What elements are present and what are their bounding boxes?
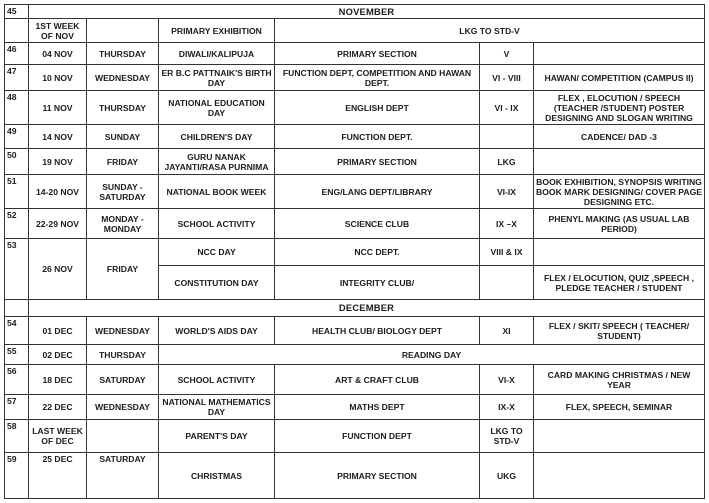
class-cell: IX-X xyxy=(480,395,534,420)
row-number: 51 xyxy=(5,175,29,209)
dept-cell: FUNCTION DEPT xyxy=(275,420,480,453)
day-cell: SATURDAY xyxy=(87,453,159,499)
table-row xyxy=(5,209,705,239)
activity-cell xyxy=(534,43,705,65)
table-row xyxy=(5,149,705,175)
activity-cell: FLEX / ELOCUTION, QUIZ ,SPEECH , PLEDGE TEACHER / STUDENT xyxy=(534,266,705,300)
class-cell: VI - VIII xyxy=(480,65,534,91)
date-cell: 1ST WEEK OF NOV xyxy=(29,19,87,43)
date-cell: 10 NOV xyxy=(29,65,87,91)
class-cell-merged: LKG TO STD-V xyxy=(275,19,705,43)
table-row xyxy=(5,239,705,266)
date-cell: 22-29 NOV xyxy=(29,209,87,239)
table-row xyxy=(5,345,705,365)
event-cell: WORLD'S AIDS DAY xyxy=(159,317,275,345)
dept-cell: PRIMARY SECTION xyxy=(275,149,480,175)
table-row xyxy=(5,317,705,345)
day-cell: SUNDAY - SATURDAY xyxy=(87,175,159,209)
row-number: 53 xyxy=(5,239,29,300)
table-row xyxy=(5,453,705,499)
class-cell: V xyxy=(480,43,534,65)
activity-cell: CARD MAKING CHRISTMAS / NEW YEAR xyxy=(534,365,705,395)
event-cell: CONSTITUTION DAY xyxy=(159,266,275,300)
date-cell: 14-20 NOV xyxy=(29,175,87,209)
class-cell xyxy=(480,266,534,300)
date-cell: 26 NOV xyxy=(29,239,87,300)
table-row xyxy=(5,365,705,395)
table-row xyxy=(5,420,705,453)
activity-cell: BOOK EXHIBITION, SYNOPSIS WRITING BOOK MARK DESIGNING/ COVER PAGE DESIGNING ETC. xyxy=(534,175,705,209)
date-cell: 19 NOV xyxy=(29,149,87,175)
activity-cell xyxy=(534,420,705,453)
table-row xyxy=(5,175,705,209)
month-header-december: DECEMBER xyxy=(29,300,705,317)
date-cell: 25 DEC xyxy=(29,453,87,499)
dept-cell: MATHS DEPT xyxy=(275,395,480,420)
event-cell: PARENT'S DAY xyxy=(159,420,275,453)
row-number xyxy=(5,300,29,317)
event-cell: PRIMARY EXHIBITION xyxy=(159,19,275,43)
dept-cell: PRIMARY SECTION xyxy=(275,453,480,499)
event-cell: GURU NANAK JAYANTI/RASA PURNIMA xyxy=(159,149,275,175)
event-cell: NATIONAL EDUCATION DAY xyxy=(159,91,275,125)
activity-cell: CADENCE/ DAD -3 xyxy=(534,125,705,149)
table-row xyxy=(5,43,705,65)
date-cell: LAST WEEK OF DEC xyxy=(29,420,87,453)
date-cell: 14 NOV xyxy=(29,125,87,149)
event-cell: NCC DAY xyxy=(159,239,275,266)
table-row xyxy=(5,395,705,420)
table-row xyxy=(5,65,705,91)
day-cell: SATURDAY xyxy=(87,365,159,395)
class-cell: UKG xyxy=(480,453,534,499)
row-number: 57 xyxy=(5,395,29,420)
row-number: 46 xyxy=(5,43,29,65)
day-cell: WEDNESDAY xyxy=(87,395,159,420)
day-cell: THURSDAY xyxy=(87,43,159,65)
table-row xyxy=(5,125,705,149)
dept-cell: FUNCTION DEPT, COMPETITION AND HAWAN DEPT. xyxy=(275,65,480,91)
month-header-november: NOVEMBER xyxy=(29,5,705,19)
class-cell: XI xyxy=(480,317,534,345)
event-cell: NATIONAL BOOK WEEK xyxy=(159,175,275,209)
class-cell: LKG TO STD-V xyxy=(480,420,534,453)
table-row xyxy=(5,91,705,125)
activity-cell: HAWAN/ COMPETITION (CAMPUS II) xyxy=(534,65,705,91)
date-cell: 18 DEC xyxy=(29,365,87,395)
day-cell: FRIDAY xyxy=(87,239,159,300)
day-cell xyxy=(87,19,159,43)
row-number: 55 xyxy=(5,345,29,365)
row-number: 54 xyxy=(5,317,29,345)
event-cell: CHILDREN'S DAY xyxy=(159,125,275,149)
activity-cell: FLEX, SPEECH, SEMINAR xyxy=(534,395,705,420)
dept-cell: ART & CRAFT CLUB xyxy=(275,365,480,395)
row-number xyxy=(5,19,29,43)
calendar-sheet xyxy=(4,4,704,500)
day-cell: SUNDAY xyxy=(87,125,159,149)
day-cell: WEDNESDAY xyxy=(87,317,159,345)
row-number: 48 xyxy=(5,91,29,125)
dept-cell: NCC DEPT. xyxy=(275,239,480,266)
day-cell: WEDNESDAY xyxy=(87,65,159,91)
row-number: 47 xyxy=(5,65,29,91)
activity-cell: FLEX , ELOCUTION / SPEECH (TEACHER /STUDENT) POSTER DESIGNING AND SLOGAN WRITING xyxy=(534,91,705,125)
date-cell: 11 NOV xyxy=(29,91,87,125)
day-cell xyxy=(87,420,159,453)
event-cell: NATIONAL MATHEMATICS DAY xyxy=(159,395,275,420)
dept-cell: PRIMARY SECTION xyxy=(275,43,480,65)
row-number: 58 xyxy=(5,420,29,453)
activity-cell xyxy=(534,453,705,499)
day-cell: MONDAY - MONDAY xyxy=(87,209,159,239)
class-cell: VIII & IX xyxy=(480,239,534,266)
day-cell: FRIDAY xyxy=(87,149,159,175)
date-cell: 22 DEC xyxy=(29,395,87,420)
event-cell: ER B.C PATTNAIK'S BIRTH DAY xyxy=(159,65,275,91)
row-number: 50 xyxy=(5,149,29,175)
dept-cell: ENGLISH DEPT xyxy=(275,91,480,125)
row-number: 45 xyxy=(5,5,29,19)
dept-cell: INTEGRITY CLUB/ xyxy=(275,266,480,300)
day-cell: THURSDAY xyxy=(87,91,159,125)
event-cell: SCHOOL ACTIVITY xyxy=(159,365,275,395)
date-cell: 02 DEC xyxy=(29,345,87,365)
activity-cell xyxy=(534,149,705,175)
reading-day-merged-cell: READING DAY xyxy=(159,345,705,365)
row-number: 56 xyxy=(5,365,29,395)
row-number: 52 xyxy=(5,209,29,239)
activity-cell xyxy=(534,239,705,266)
class-cell: VI - IX xyxy=(480,91,534,125)
event-cell: DIWALI/KALIPUJA xyxy=(159,43,275,65)
class-cell: IX –X xyxy=(480,209,534,239)
class-cell: LKG xyxy=(480,149,534,175)
date-cell: 04 NOV xyxy=(29,43,87,65)
dept-cell: SCIENCE CLUB xyxy=(275,209,480,239)
date-cell: 01 DEC xyxy=(29,317,87,345)
dept-cell: FUNCTION DEPT. xyxy=(275,125,480,149)
dept-cell: ENG/LANG DEPT/LIBRARY xyxy=(275,175,480,209)
row-number: 59 xyxy=(5,453,29,499)
event-cell: SCHOOL ACTIVITY xyxy=(159,209,275,239)
class-cell: VI-X xyxy=(480,365,534,395)
class-cell: VI-IX xyxy=(480,175,534,209)
class-cell xyxy=(480,125,534,149)
row-number: 49 xyxy=(5,125,29,149)
activity-calendar-table xyxy=(4,4,705,499)
dept-cell: HEALTH CLUB/ BIOLOGY DEPT xyxy=(275,317,480,345)
activity-cell: PHENYL MAKING (AS USUAL LAB PERIOD) xyxy=(534,209,705,239)
activity-cell: FLEX / SKIT/ SPEECH ( TEACHER/ STUDENT) xyxy=(534,317,705,345)
day-cell: THURSDAY xyxy=(87,345,159,365)
table-row xyxy=(5,19,705,43)
event-cell: CHRISTMAS xyxy=(159,453,275,499)
